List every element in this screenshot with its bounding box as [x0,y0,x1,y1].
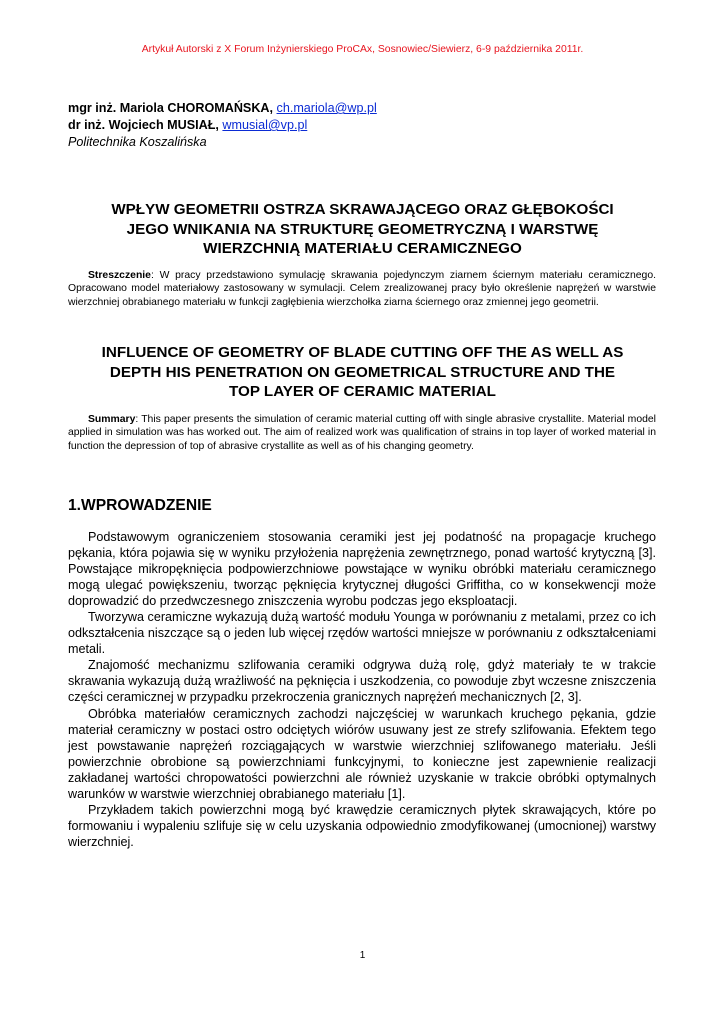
title-polish-line: WIERZCHNIĄ MATERIAŁU CERAMICZNEGO [203,240,522,257]
abstract-english [68,413,656,453]
title-polish-line: JEGO WNIKANIA NA STRUKTURĘ GEOMETRYCZNĄ I WARSTWĘ [126,220,599,238]
abstract-polish-label: Streszczenie [88,270,151,281]
paragraph: Znajomość mechanizmu szlifowania ceramiki odgrywa dużą rolę, gdyż materiały te w trakcie skrawania wykazują dużą wrażliwość na pęknięcia i uszkodzenia, co powoduje zbyt wczesne zniszczenia części ceramicznej w przypadku przekroczenia granicznych naprężeń mechanicznych [2, 3]. [68,658,656,705]
institution: Politechnika Koszalińska [68,135,207,149]
paragraph: Przykładem takich powierzchni mogą być krawędzie ceramicznych płytek skrawających, które po formowaniu i wypaleniu szlifuje się w celu uzyskania odpowiednio zmodyfikowanej (umocnionej) warstwy wierzchniej. [68,802,656,849]
page-number: 1 [359,950,366,961]
section-heading: 1.WPROWADZENIE [68,497,212,514]
title-polish-line: WPŁYW GEOMETRII OSTRZA SKRAWAJĄCEGO ORAZ GŁĘBOKOŚCI [111,201,614,218]
paragraph: Tworzywa ceramiczne wykazują dużą wartość modułu Younga w porównaniu z metalami, przez co ich odkształcenia niszczące są o jeden lub więcej rzędów wartości mniejsze w porównaniu z odkształceniami metali. [68,610,656,657]
author-block [68,100,658,151]
paragraph: Podstawowym ograniczeniem stosowania ceramiki jest jej podatność na propagacje kruchego pękania, która pojawia się w wyniku przyłożenia naprężenia zewnętrznego, ponad wartość krytyczną [3]. Powstające mikropęknięcia podpowierzchniowe powstające w wyniku obróbki materiału ceramicznego mogą ulegać powiększeniu, tworząc pęknięcia krytycznej długości Griffitha, co w konsekwencji może doprowadzić do przedwczesnego zniszczenia wyrobu podczas jego eksploatacji. [68,530,656,609]
abstract-english-label: Summary [88,414,136,425]
title-english [60,343,665,402]
abstract-polish-text: : W pracy przedstawiono symulację skrawania pojedynczym ziarnem ściernym materiału ceramicznego. Opracowano model materiałowy zastosowany w symulacji. Celem zrealizowanej pracy było określenie naprężeń w warstwie wierzchniej obrabianego materiału w funkcji zagłębienia wierzchołka ziarna ściernego oraz zmiennej jego geometrii. [68,270,656,308]
author-2-email-link[interactable]: wmusial@vp.pl [222,118,308,132]
author-1-name: mgr inż. Mariola CHOROMAŃSKA, [68,101,274,115]
author-1-email-link[interactable]: ch.mariola@wp.pl [276,101,377,115]
author-2-name: dr inż. Wojciech MUSIAŁ, [68,118,219,132]
title-polish [60,200,665,259]
paragraph: Obróbka materiałów ceramicznych zachodzi najczęściej w warunkach kruchego pękania, gdzie materiał ceramiczny w postaci ostro odciętych wiórów usuwany jest ze strefy szlifowania. Efektem tego jest powstawanie naprężeń rozciągających w warstwie wierzchniej szlifowanego materiału. Jeśli powierzchnie obrobione są powierzchniami funkcyjnymi, to konieczne jest zapewnienie realizacji zakładanej wartości chropowatości powierzchni ale również uzyskanie w trakcie obróbki optymalnych warunków w warstwie wierzchniej obrabianego materiału [1]. [68,706,656,801]
title-english-line: INFLUENCE OF GEOMETRY OF BLADE CUTTING OFF THE AS WELL AS [101,344,624,361]
author-1 [68,100,658,117]
title-english-line: TOP LAYER OF CERAMIC MATERIAL [229,383,496,400]
title-english-line: DEPTH HIS PENETRATION ON GEOMETRICAL STRUCTURE AND THE [109,363,616,381]
author-2 [68,117,658,134]
running-header: Artykuł Autorski z X Forum Inżynierskiego ProCAx, Sosnowiec/Siewierz, 6-9 października 2011r. [141,44,584,55]
abstract-polish [68,269,656,309]
body-text [68,529,656,850]
abstract-english-text: : This paper presents the simulation of ceramic material cutting off with single abrasive crystallite. Material model applied in simulation was has worked out. The aim of realized work was qualification of strains in top layer of worked material in function the depression of top of abrasive crystallite as well as of his changing geometry. [68,414,656,452]
